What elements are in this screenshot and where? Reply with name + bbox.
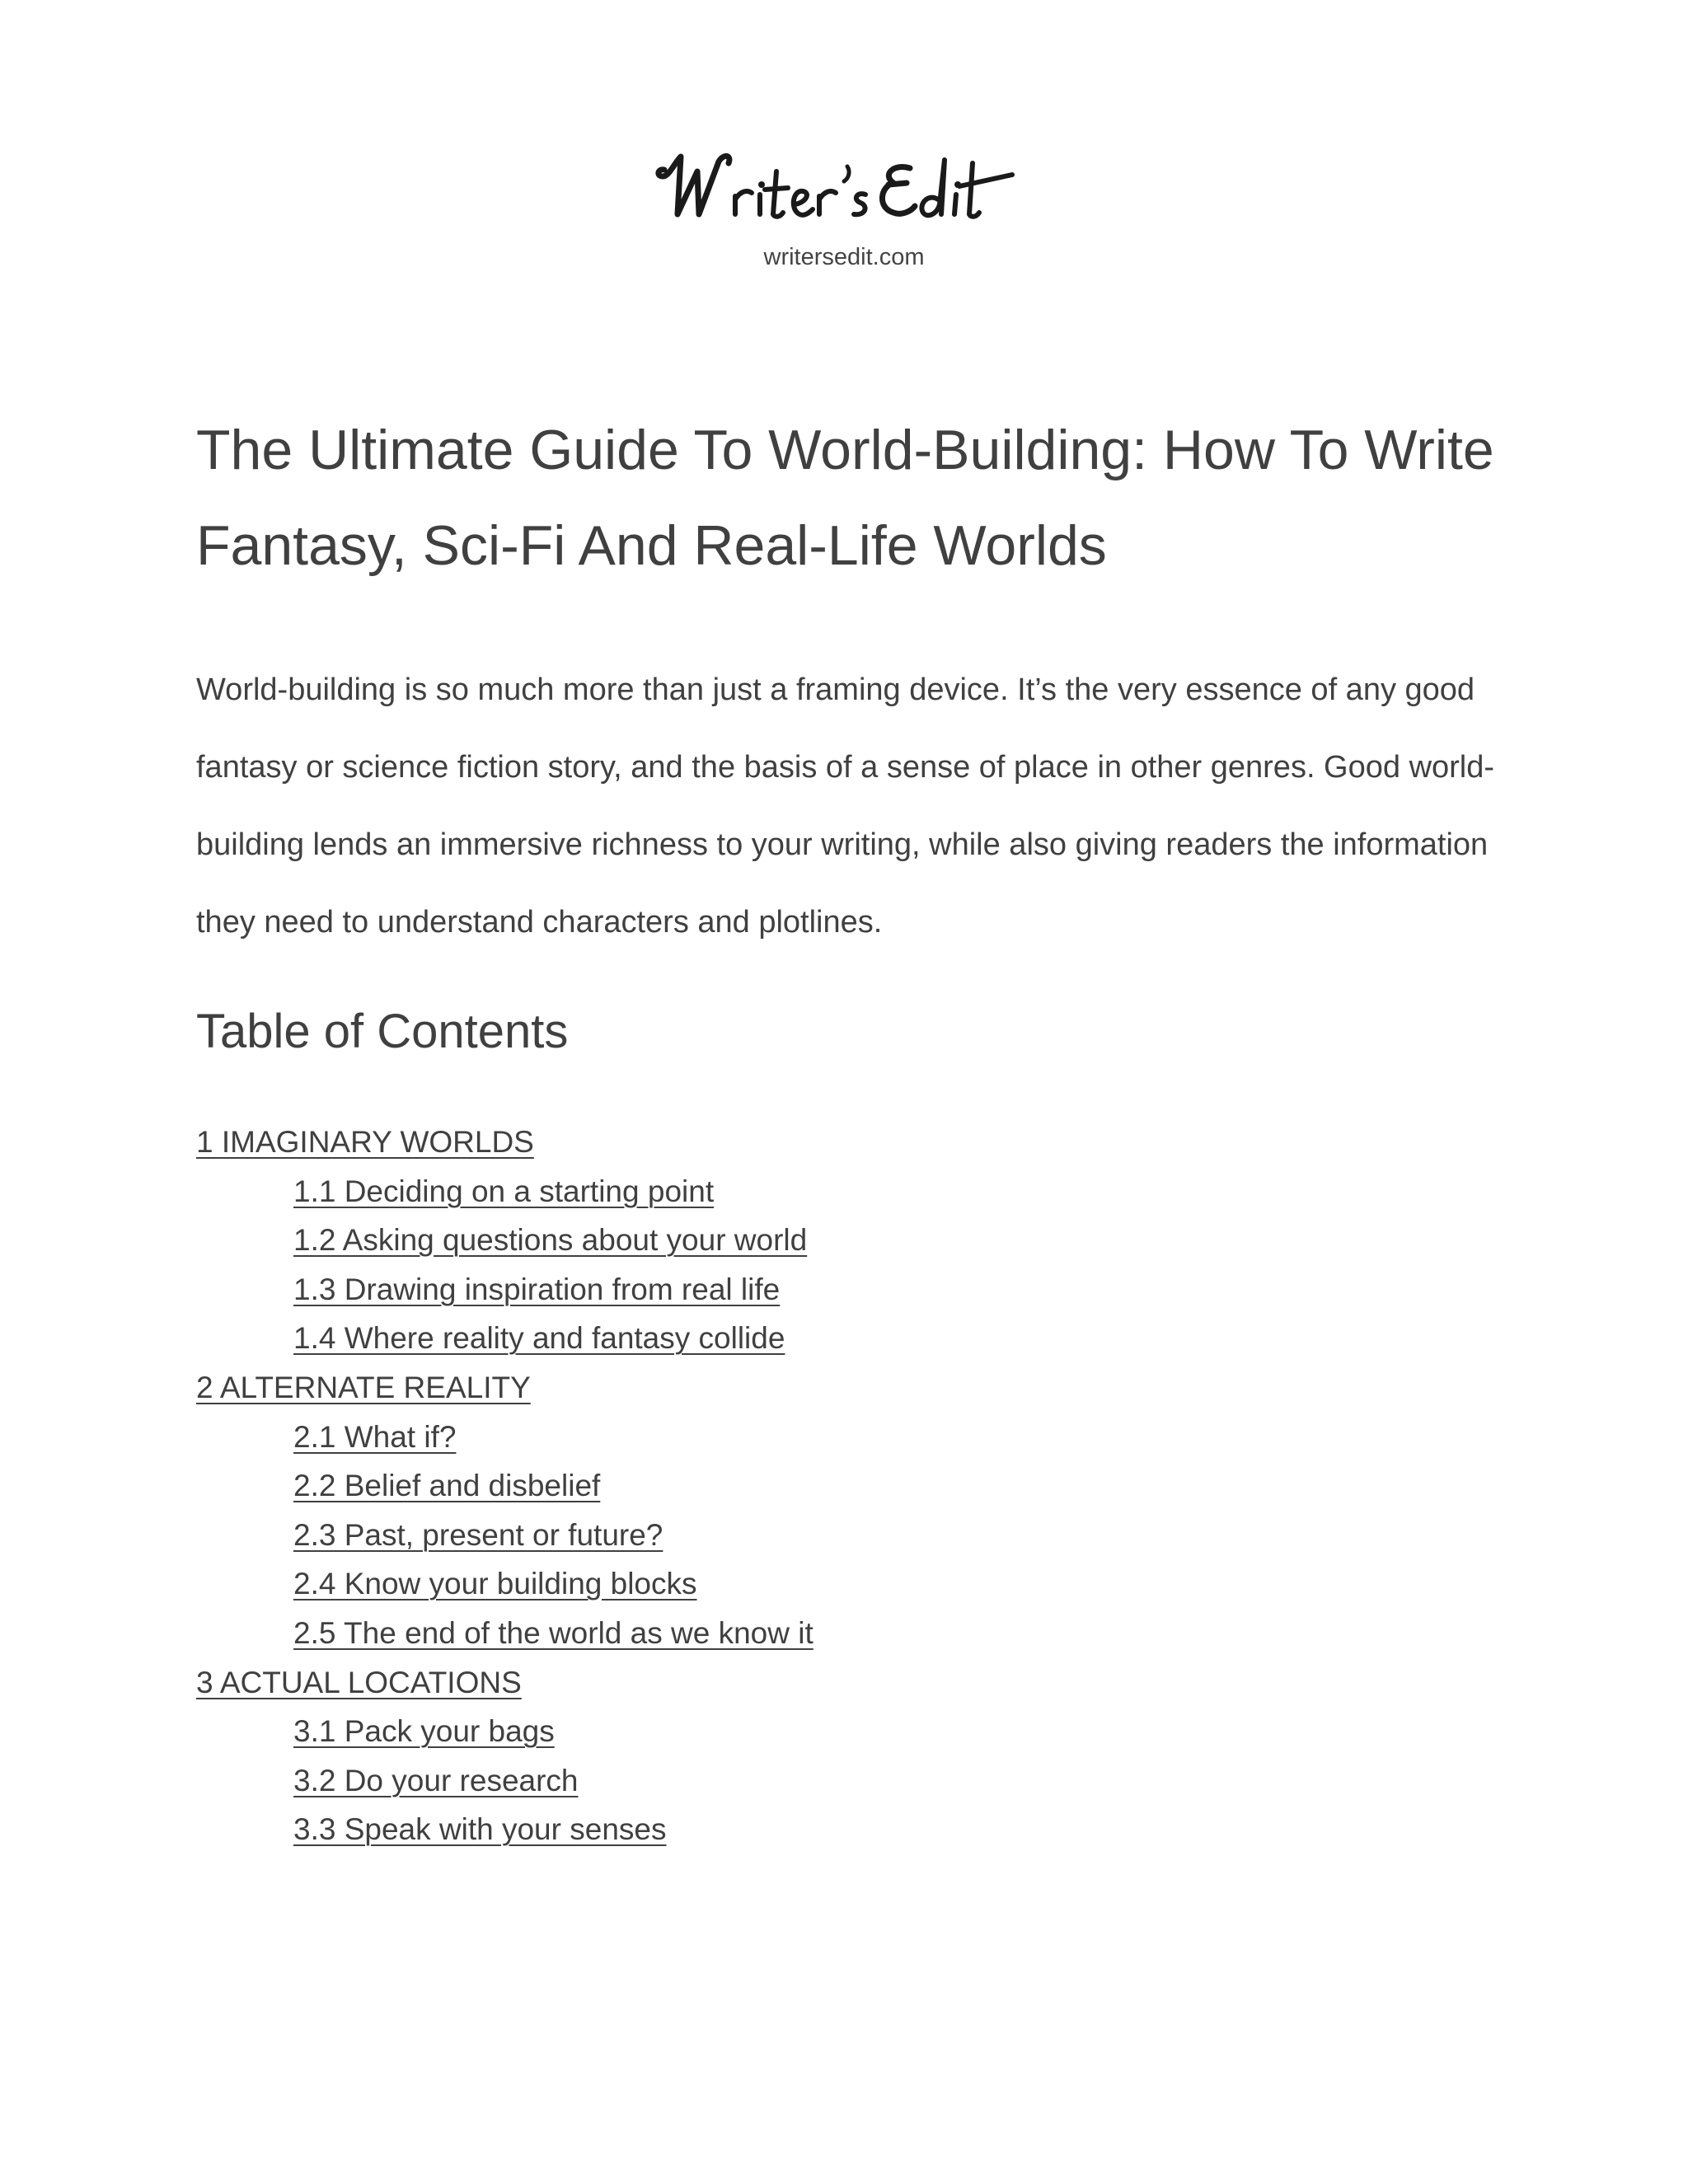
toc-item — [196, 1314, 1432, 1363]
toc-item — [196, 1707, 1432, 1756]
document-title: The Ultimate Guide To World-Building: How To Write Fantasy, Sci-Fi And Real-Life Worlds — [196, 419, 1494, 577]
intro-paragraph: World-building is so much more than just a framing device. It’s the very essence of any good fantasy or science fiction story, and the basis of a sense of place in other genres. Good world-building lends an immersive richness to your writing, while also giving readers the information they need to understand characters and plotlines. — [196, 673, 1495, 940]
toc-link-2-1[interactable]: 2.1 What if? — [293, 1419, 457, 1454]
toc-link-alternate-reality[interactable]: 2 ALTERNATE REALITY — [196, 1370, 531, 1404]
toc-item — [196, 1167, 1432, 1216]
toc-link-2-2[interactable]: 2.2 Belief and disbelief — [293, 1469, 601, 1503]
toc-item — [196, 1461, 1432, 1511]
toc-link-1-1[interactable]: 1.1 Deciding on a starting point — [293, 1174, 715, 1208]
toc-item — [196, 1609, 1432, 1658]
toc-item — [196, 1118, 1432, 1167]
toc-link-2-4[interactable]: 2.4 Know your building blocks — [293, 1567, 697, 1601]
toc-link-3-1[interactable]: 3.1 Pack your bags — [293, 1714, 555, 1749]
toc-heading: Table of Contents — [196, 1005, 569, 1058]
toc-item — [196, 1511, 1432, 1560]
toc-item — [196, 1805, 1432, 1854]
toc-link-3-3[interactable]: 3.3 Speak with your senses — [293, 1812, 667, 1847]
toc-item — [196, 1413, 1432, 1462]
toc-link-2-5[interactable]: 2.5 The end of the world as we know it — [293, 1615, 814, 1650]
toc-item — [196, 1756, 1432, 1806]
toc-link-1-4[interactable]: 1.4 Where reality and fantasy collide — [293, 1321, 785, 1356]
site-url: writersedit.com — [763, 244, 925, 270]
toc-link-3-2[interactable]: 3.2 Do your research — [293, 1763, 579, 1797]
toc-item — [196, 1265, 1432, 1315]
toc-item — [196, 1559, 1432, 1609]
toc-link-2-3[interactable]: 2.3 Past, present or future? — [293, 1517, 663, 1552]
writers-edit-logo — [649, 138, 1020, 236]
toc-link-1-3[interactable]: 1.3 Drawing inspiration from real life — [293, 1272, 781, 1306]
toc-item — [196, 1363, 1432, 1413]
toc-link-actual-locations[interactable]: 3 ACTUAL LOCATIONS — [196, 1665, 522, 1699]
toc-item — [196, 1216, 1432, 1265]
toc-link-1-2[interactable]: 1.2 Asking questions about your world — [293, 1223, 808, 1258]
toc-item — [196, 1658, 1432, 1708]
toc-link-imaginary-worlds[interactable]: 1 IMAGINARY WORLDS — [196, 1125, 534, 1159]
table-of-contents — [196, 1118, 1432, 1854]
